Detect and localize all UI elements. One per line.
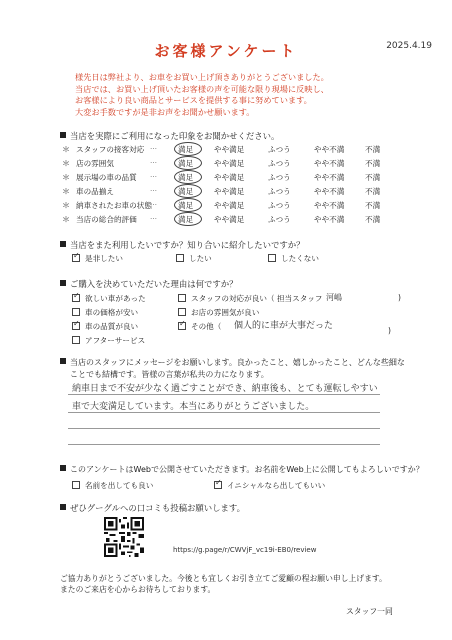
rating-option[interactable]: やや不満	[314, 201, 345, 210]
rating-option[interactable]: 不満	[365, 145, 381, 154]
rating-option[interactable]: やや不満	[314, 215, 345, 224]
rating-option[interactable]: ふつう	[268, 215, 291, 224]
closing-message	[60, 573, 387, 595]
question-text: このアンケートはWebで公開させていただきます。お名前をWeb上に公開してもよろしいですか？	[70, 465, 424, 474]
intro-line: 様先日は弊社より、お車をお買い上げ頂きありがとうございました。	[75, 72, 329, 82]
rating-option[interactable]: ふつう	[268, 201, 291, 210]
option-low-price[interactable]: 車の価格が安い	[72, 307, 138, 318]
survey-date: 2025.4.19	[386, 41, 432, 51]
selected-circle-icon	[174, 184, 202, 198]
option-wanted-car[interactable]: ✓欲しい車があった	[72, 293, 146, 304]
rating-option[interactable]: 満足	[178, 173, 194, 182]
rating-row-label-showroom-quality: 展示場の車の品質	[76, 173, 137, 182]
question-publish-name	[60, 464, 424, 475]
rating-option[interactable]: やや不満	[314, 159, 345, 168]
option-good-atmosphere[interactable]: お店の雰囲気が良い	[178, 307, 259, 318]
checkbox-icon[interactable]	[72, 336, 80, 344]
checkbox-checked-icon[interactable]	[178, 322, 186, 330]
rating-option[interactable]: 満足	[178, 159, 194, 168]
rating-option[interactable]: やや満足	[214, 215, 245, 224]
option-revisit-definitely[interactable]: ✓是非したい	[72, 253, 123, 264]
checkbox-checked-icon[interactable]	[214, 481, 222, 489]
bullet-square-icon	[60, 241, 66, 247]
bullet-square-icon	[60, 465, 66, 471]
row-bullet-icon: ＊	[62, 201, 70, 210]
rating-option[interactable]: やや不満	[314, 145, 345, 154]
option-other[interactable]: ✓その他（	[178, 321, 221, 332]
closing-signature: スタッフ一同	[346, 607, 393, 616]
checkbox-icon[interactable]	[72, 308, 80, 316]
rating-option[interactable]: 不満	[365, 201, 381, 210]
leader-dots: …	[150, 143, 157, 151]
leader-dots: …	[150, 185, 157, 193]
rating-option[interactable]: やや満足	[214, 159, 245, 168]
rating-option[interactable]: やや満足	[214, 201, 245, 210]
selected-circle-icon	[174, 198, 202, 212]
selected-circle-icon	[174, 156, 202, 170]
rating-option[interactable]: 満足	[178, 187, 194, 196]
leader-dots: …	[150, 199, 157, 207]
rating-row-label-car-selection: 車の品揃え	[76, 187, 114, 196]
rating-option[interactable]: ふつう	[268, 159, 291, 168]
option-good-quality[interactable]: ✓車の品質が良い	[72, 321, 138, 332]
rating-option[interactable]: 満足	[178, 215, 194, 224]
rating-option[interactable]: やや不満	[314, 173, 345, 182]
checkbox-icon[interactable]	[268, 254, 276, 262]
rating-row-label-delivered-condition: 納車されたお車の状態	[76, 201, 152, 210]
rating-option[interactable]: ふつう	[268, 187, 291, 196]
rating-option[interactable]: 不満	[365, 187, 381, 196]
row-bullet-icon: ＊	[62, 145, 70, 154]
rating-option[interactable]: やや不満	[314, 187, 345, 196]
question-text: 当店を実際にご利用になった印象をお聞かせください。	[70, 131, 280, 141]
closing-line: またのご来店を心からお待ちしております。	[60, 585, 216, 594]
question-impression	[60, 130, 279, 142]
checkbox-checked-icon[interactable]	[72, 254, 80, 262]
rating-row-label-staff-service: スタッフの接客対応	[76, 145, 145, 154]
rating-option[interactable]: 不満	[365, 215, 381, 224]
staff-close-paren: )	[398, 293, 401, 302]
row-bullet-icon: ＊	[62, 159, 70, 168]
checkbox-icon[interactable]	[178, 308, 186, 316]
rating-option[interactable]: ふつう	[268, 145, 291, 154]
answer-rule-line	[68, 412, 380, 413]
bullet-square-icon	[60, 132, 66, 138]
checkbox-icon[interactable]	[72, 481, 80, 489]
bullet-square-icon	[60, 504, 66, 510]
staff-name-handwritten: 河嶋	[326, 293, 342, 302]
option-revisit-no[interactable]: したくない	[268, 253, 319, 264]
answer-rule-line	[68, 444, 380, 445]
rating-option[interactable]: 不満	[365, 159, 381, 168]
bullet-square-icon	[60, 280, 66, 286]
rating-option[interactable]: やや満足	[214, 187, 245, 196]
checkbox-checked-icon[interactable]	[72, 294, 80, 302]
selected-circle-icon	[174, 142, 202, 156]
rating-option[interactable]: ふつう	[268, 173, 291, 182]
question-purchase-reason	[60, 278, 238, 290]
answer-rule-line	[68, 428, 380, 429]
rating-option[interactable]: 不満	[365, 173, 381, 182]
intro-text	[75, 72, 445, 118]
other-reason-handwritten: 個人的に車が大事だった	[234, 321, 334, 331]
question-revisit	[60, 239, 305, 251]
rating-row-label-store-atmosphere: 店の雰囲気	[76, 159, 114, 168]
option-good-staff[interactable]: スタッフの対応が良い（ 担当スタッフ	[178, 293, 323, 304]
survey-title: お客様アンケート	[154, 42, 298, 60]
leader-dots: …	[150, 157, 157, 165]
checkbox-icon[interactable]	[178, 294, 186, 302]
intro-line: お客様により良い商品とサービスを提供する事に努めています。	[75, 95, 312, 106]
intro-line: 大変お手数ですが是非お声をお聞かせ願います。	[75, 106, 255, 117]
row-bullet-icon: ＊	[62, 215, 70, 224]
closing-line: ご協力ありがとうございました。今後とも宜しくお引き立てご愛顧の程お願い申し上げます。	[60, 574, 387, 583]
answer-rule-line	[68, 394, 380, 395]
rating-row-label-overall-rating: 当店の総合的評価	[76, 215, 137, 224]
leader-dots: …	[150, 171, 157, 179]
intro-line: 当店では、お買い上げ頂いたお客様の声を可能な限り現場に反映し、	[75, 83, 329, 94]
leader-dots: …	[150, 213, 157, 221]
question-google-review	[60, 502, 245, 514]
question-text: ご購入を決めていただいた理由は何ですか？	[70, 279, 238, 289]
qr-code-icon[interactable]	[104, 517, 144, 557]
option-full-name[interactable]: 名前を出しても良い	[72, 480, 153, 491]
question-text: 当店をまた利用したいですか？知り合いに紹介したいですか？	[70, 240, 305, 250]
question-text: 当店のスタッフにメッセージをお願いします。良かったこと、嬉しかったこと、どんな些細な	[70, 358, 405, 367]
rating-option[interactable]: やや満足	[214, 173, 245, 182]
rating-option[interactable]: 満足	[178, 145, 194, 154]
option-initials[interactable]: ✓ イニシャルなら出してもいい	[214, 480, 325, 491]
rating-option[interactable]: 満足	[178, 201, 194, 210]
row-bullet-icon: ＊	[62, 173, 70, 182]
message-answer-line2: 車で大変満足しています。本当にありがとうございました。	[72, 402, 315, 412]
option-after-service[interactable]: アフターサービス	[72, 335, 145, 346]
checkbox-icon[interactable]	[176, 254, 184, 262]
option-revisit-yes[interactable]: したい	[176, 253, 212, 264]
row-bullet-icon: ＊	[62, 187, 70, 196]
question-message-line2: ことでも結構です。皆様の言葉が私共の力になります。	[70, 370, 269, 379]
other-close-paren: )	[388, 326, 391, 335]
review-url-link[interactable]: https://g.page/r/CWVjF_vc19i-EB0/review	[173, 546, 317, 554]
rating-option[interactable]: やや満足	[214, 145, 245, 154]
question-message	[60, 357, 405, 368]
bullet-square-icon	[60, 358, 66, 364]
question-text: ぜひグーグルへの口コミも投稿お願いします。	[70, 503, 245, 513]
message-answer-line1: 納車日まで不安が少なく過ごすことができ、納車後も、とても運転しやすい	[72, 384, 378, 394]
selected-circle-icon	[174, 170, 202, 184]
selected-circle-icon	[174, 212, 202, 226]
checkbox-checked-icon[interactable]	[72, 322, 80, 330]
